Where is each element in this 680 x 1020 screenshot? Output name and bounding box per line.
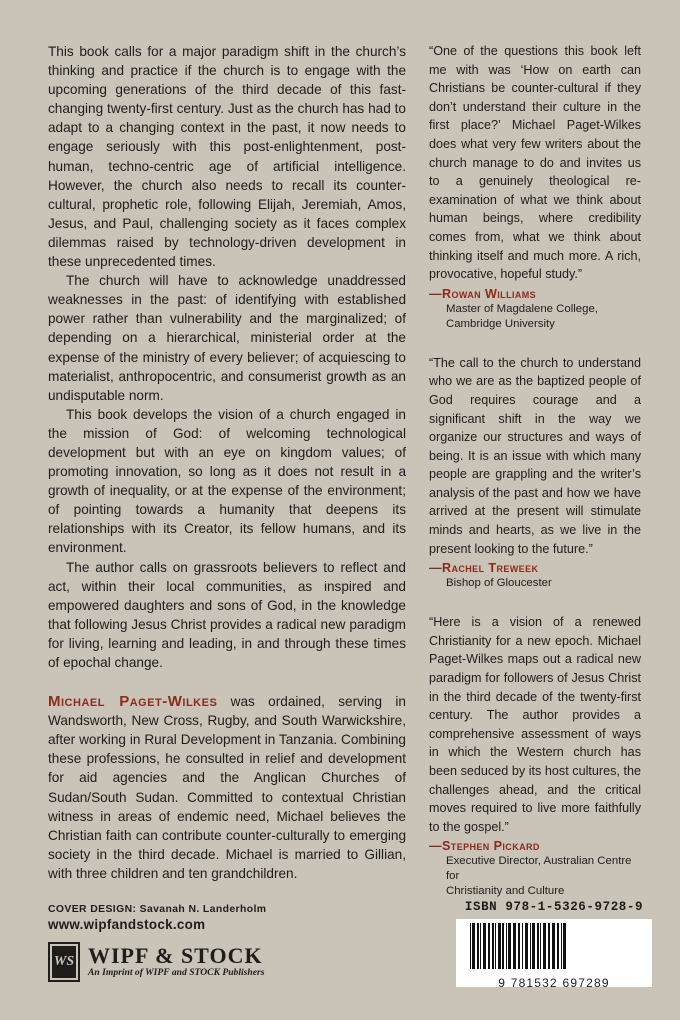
barcode-bar (532, 923, 535, 969)
endorser-title: Bishop of Gloucester (446, 577, 552, 590)
barcode-bar (480, 923, 481, 969)
barcode-bar (563, 923, 566, 969)
barcode-bar (561, 923, 562, 969)
barcode-bar (513, 923, 516, 969)
barcode-bar (495, 923, 496, 969)
barcode-bar (492, 923, 494, 969)
publisher-footer (48, 904, 348, 982)
barcode-bar (508, 923, 511, 969)
barcode-bar (525, 923, 528, 969)
endorser-name: —Rachel Treweek (429, 561, 539, 576)
endorsements (429, 42, 641, 921)
back-cover-description (48, 42, 406, 897)
barcode-bar (557, 923, 559, 969)
barcode-bar (477, 923, 479, 969)
publisher-tagline: An Imprint of WIPF and STOCK Publishers (88, 967, 265, 978)
endorser-name: —Stephen Pickard (429, 839, 540, 854)
publisher-website: www.wipfandstock.com (48, 917, 206, 932)
endorsement (429, 42, 641, 332)
ws-logo-icon: WS (48, 942, 80, 982)
barcode-bar (552, 923, 555, 969)
description-paragraph: The church will have to acknowledge unaddressed weaknesses in the past: of identifying with established power rather than vulnerability and the marginalized; of depending on a hierarchical, ministerial order at the expense of the ministry of every believer; of acquiescing to materialist, anthropocentric, and consumerist growth as an undisputable norm. (48, 273, 406, 403)
author-bio-text: was ordained, serving in Wandsworth, New Cross, Rugby, and South Warwickshire, after working in Rural Development in Tanzania. Combining these professions, he consulted in relief and development for aid agencies and the Anglican Churches of Sudan/South Sudan. Committed to contextual Christian witness in areas of endemic need, Michael believes the Christian faith can contribute counter-culturally to emerging society in the third decade. Michael is married to Gillian, with three children and ten grandchildren. (48, 694, 406, 881)
endorsement (429, 613, 641, 899)
barcode-bars (456, 919, 652, 971)
publisher-name: WIPF & STOCK (88, 943, 263, 968)
author-name: Michael Paget-Wilkes (48, 693, 218, 711)
barcode-bar (518, 923, 520, 969)
endorser-title: Executive Director, Australian Centre for (446, 855, 632, 883)
barcode-bar (472, 923, 475, 969)
barcode-bar (540, 923, 541, 969)
endorser-title: Cambridge University (446, 317, 555, 330)
barcode-area (456, 919, 652, 990)
endorsement-quote: “One of the questions this book left me with was ‘How on earth can Christians be counter-cultural if they don’t understand their culture in the first place?’ Michael Paget-Wilkes does what very few writers about the church manage to do and invites us to a genuinely theological re-examination of what we think about human beings, where credibility comes from, what we think about thinking itself and much more. A rich, provocative, hopeful study.” (429, 44, 641, 282)
barcode-bar (543, 923, 546, 969)
endorser-name: —Rowan Williams (429, 286, 537, 301)
endorsement-quote: “Here is a vision of a renewed Christianity for a new epoch. Michael Paget-Wilkes maps out a radical new paradigm for followers of Jesus Christ in the third decade of the twenty-first century. The author provides a comprehensive assessment of ways in which the Western church has been seduced by its host cultures, the challenges ahead, and the critical moves required to live more faithfully to the gospel.” (429, 615, 641, 834)
author-bio (48, 692, 406, 883)
barcode-bar (470, 923, 471, 969)
barcode-bar (537, 923, 539, 969)
barcode-bar (548, 923, 550, 969)
barcode-bar (483, 923, 486, 969)
barcode-bar (502, 923, 504, 969)
isbn-barcode (456, 899, 652, 995)
barcode-bar (498, 923, 501, 969)
publisher-logo (48, 942, 348, 982)
endorsement (429, 354, 641, 592)
barcode-bar (522, 923, 523, 969)
endorser-title: Christianity and Culture (446, 885, 565, 898)
description-paragraph: This book develops the vision of a church engaged in the mission of God: of welcoming technological development but with an eye on kingdom values; of promoting innovation, so long as it does not result in a growth of inequality, or at the expense of the environment; of pointing towards a humanity that deepens its relationships with its Creator, its fellow humans, and its environment. (48, 406, 406, 556)
description-paragraph: The author calls on grassroots believers to reflect and act, within their local communities, as inspired and empowered daughters and sons of God, in the knowledge that following Jesus Christ provides a radical new paradigm for living, learning and leading, in and through these times of epochal change. (48, 559, 406, 670)
endorser-title: Master of Magdalene College, (446, 302, 598, 315)
endorsement-quote: “The call to the church to understand who we are as the baptized people of God requires courage and a significant shift in the way we organize our structures and ways of being. It is an issue with which many people are grappling and the writer’s analysis of the past and how we have arrived at the present will stimulate minds and hearts, as we live in the present looking to the future.” (429, 355, 641, 556)
barcode-bar (488, 923, 490, 969)
cover-design-credit: COVER DESIGN: Savanah N. Landerholm (48, 904, 267, 915)
barcode-bar (506, 923, 507, 969)
barcode-digits: 9 781532 697289 (498, 976, 610, 990)
barcode-bar (530, 923, 531, 969)
description-paragraph: This book calls for a major paradigm shift in the church’s thinking and practice if the church is to engage with the upcoming generations of the third decade of this fast-changing twenty-first century. Just as the church has had to adapt to a changing context in the past, it now needs to engage seriously with this post-enlightenment, post-human, techno-centric age of artificial intelligence. However, the church also needs to recall its counter-cultural, prophetic role, following Elijah, Jeremiah, Amos, Jesus, and Paul, challenging society as it faces complex dilemmas raised by technology-driven development in these unprecedented times. (48, 44, 406, 270)
isbn-number: ISBN 978-1-5326-9728-9 (464, 900, 644, 914)
